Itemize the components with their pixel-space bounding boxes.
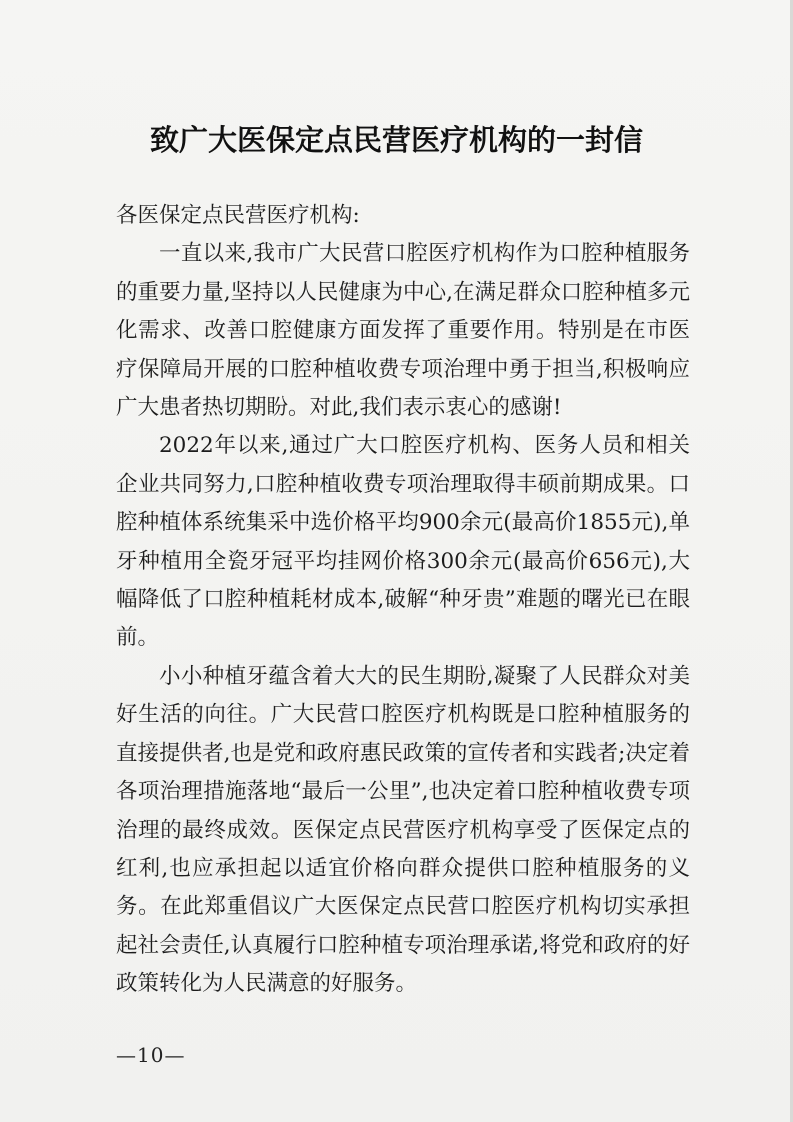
paragraph-1: 一直以来,我市广大民营口腔医疗机构作为口腔种植服务的重要力量,坚持以人民健康为中心,在满足群众口腔种植多元化需求、改善口腔健康方面发挥了重要作用。特别是在市医疗保障局开展的口腔种植收费专项治理中勇于担当,积极响应广大患者热切期盼。对此,我们表示衷心的感谢! [116, 241, 690, 421]
paragraph-3: 小小种植牙蕴含着大大的民生期盼,凝聚了人民群众对美好生活的向往。广大民营口腔医疗机构既是口腔种植服务的直接提供者,也是党和政府惠民政策的宣传者和实践者;决定着各项治理措施落地“最后一公里”,也决定着口腔种植收费专项治理的最终成效。医保定点民营医疗机构享受了医保定点的红利,也应承担起以适宜价格向群众提供口腔种植服务的义务。在此郑重倡议广大医保定点民营口腔医疗机构切实承担起社会责任,认真履行口腔种植专项治理承诺,将党和政府的好政策转化为人民满意的好服务。 [116, 663, 690, 997]
letter-body [116, 197, 690, 1004]
letter-title: 致广大医保定点民营医疗机构的一封信 [149, 123, 643, 157]
salutation: 各医保定点民营医疗机构: [116, 203, 360, 228]
page-number: —10— [116, 1043, 186, 1067]
paragraph-2: 2022年以来,通过广大口腔医疗机构、医务人员和相关企业共同努力,口腔种植收费专项治理取得丰硕前期成果。口腔种植体系统集采中选价格平均900余元(最高价1855元),单牙种植用全瓷牙冠平均挂网价格300余元(最高价656元),大幅降低了口腔种植耗材成本,破解“种牙贵”难题的曙光已在眼前。 [116, 433, 690, 651]
